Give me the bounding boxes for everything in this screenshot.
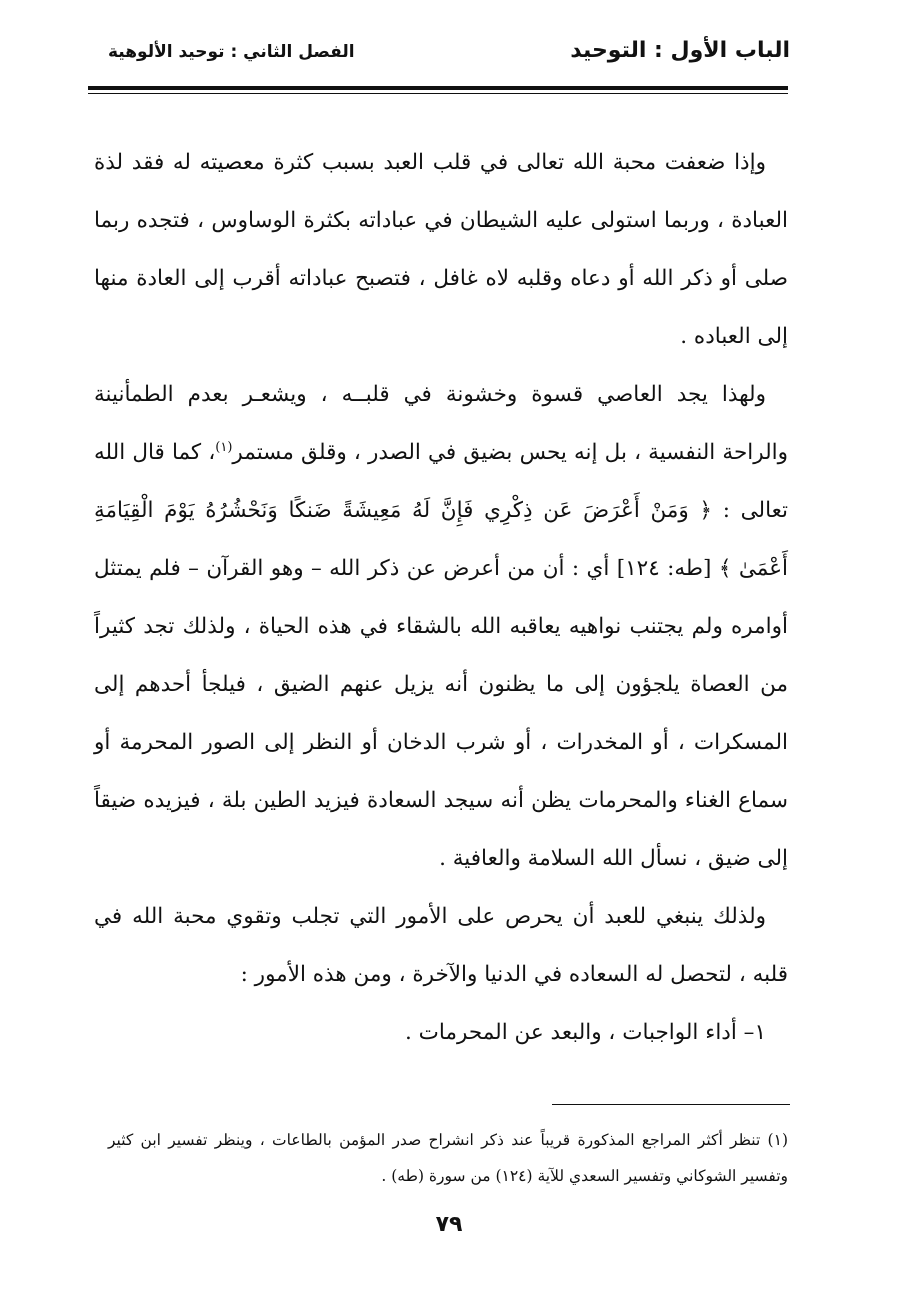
running-header (108, 36, 790, 76)
footnotes (108, 1122, 788, 1194)
paragraph: ولذلك ينبغي للعبد أن يحرص على الأمور التي تجلب وتقوي محبة الله في قلبه ، لتحصل له السعاده في الدنيا والآخرة ، ومن هذه الأمور : (94, 904, 788, 987)
page-number: ٧٩ (435, 1212, 463, 1237)
quran-verse: ﴿ وَمَنْ أَعْرَضَ عَن ذِكْرِي فَإِنَّ لَهُ مَعِيشَةً ضَنكًا وَنَحْشُرُهُ يَوْمَ الْقِيَامَةِ أَعْمَىٰ ﴾ (94, 498, 788, 581)
list-item: ١– أداء الواجبات ، والبعد عن المحرمات . (405, 1020, 766, 1045)
header-rule-thick (88, 86, 788, 90)
body-text (94, 134, 788, 1062)
paragraph: وإذا ضعفت محبة الله تعالى في قلب العبد بسبب كثرة معصيته له فقد لذة العبادة ، وربما استولى عليه الشيطان في عباداته بكثرة الوساوس ، فتجده ربما صلى أو ذكر الله أو دعاه وقلبه لاه غافل ، فتصبح عباداته أقرب إلى العادة منها إلى العباده . (94, 150, 788, 349)
footnote-divider (552, 1104, 790, 1105)
chapter-title: الباب الأول : التوحيد (570, 38, 790, 63)
paragraph (94, 366, 788, 888)
header-rule-thin (88, 93, 788, 94)
footnote-reference[interactable]: (١) (215, 439, 233, 455)
footnote: (١) تنظر أكثر المراجع المذكورة قريباً عند ذكر انشراح صدر المؤمن بالطاعات ، وينظر تفسير ابن كثير وتفسير الشوكاني وتفسير السعدي للآية (١٢٤) من سورة (طه) . (108, 1131, 788, 1185)
paragraph-text: ولهذا يجد العاصي قسوة وخشونة في قلبــه ، ويشعـر بعدم الطمأنينة والراحة النفسية ، بل إنه يحس بضيق في الصدر ، وقلق مستمر (94, 382, 788, 465)
section-title: الفصل الثاني : توحيد الألوهية (108, 42, 355, 62)
paragraph-text: [طه: ١٢٤] أي : أن من أعرض عن ذكر الله – وهو القرآن – فلم يمتثل أوامره ولم يجتنب نواهيه يعاقبه الله بالشقاء في هذه الحياة ، ولذلك تجد كثيراً من العصاة يلجؤون إلى ما يظنون أنه يزيل عنهم الضيق ، فيلجأ أحدهم إلى المسكرات ، أو المخدرات ، أو شرب الدخان أو النظر إلى الصور المحرمة أو سماع الغناء والمحرمات يظن أنه سيجد السعادة فيزيد الطين بلة ، فيزيده ضيقاً إلى ضيق ، نسأل الله السلامة والعافية . (94, 556, 788, 871)
paragraph-text: ، كما قال الله تعالى : (94, 440, 789, 523)
